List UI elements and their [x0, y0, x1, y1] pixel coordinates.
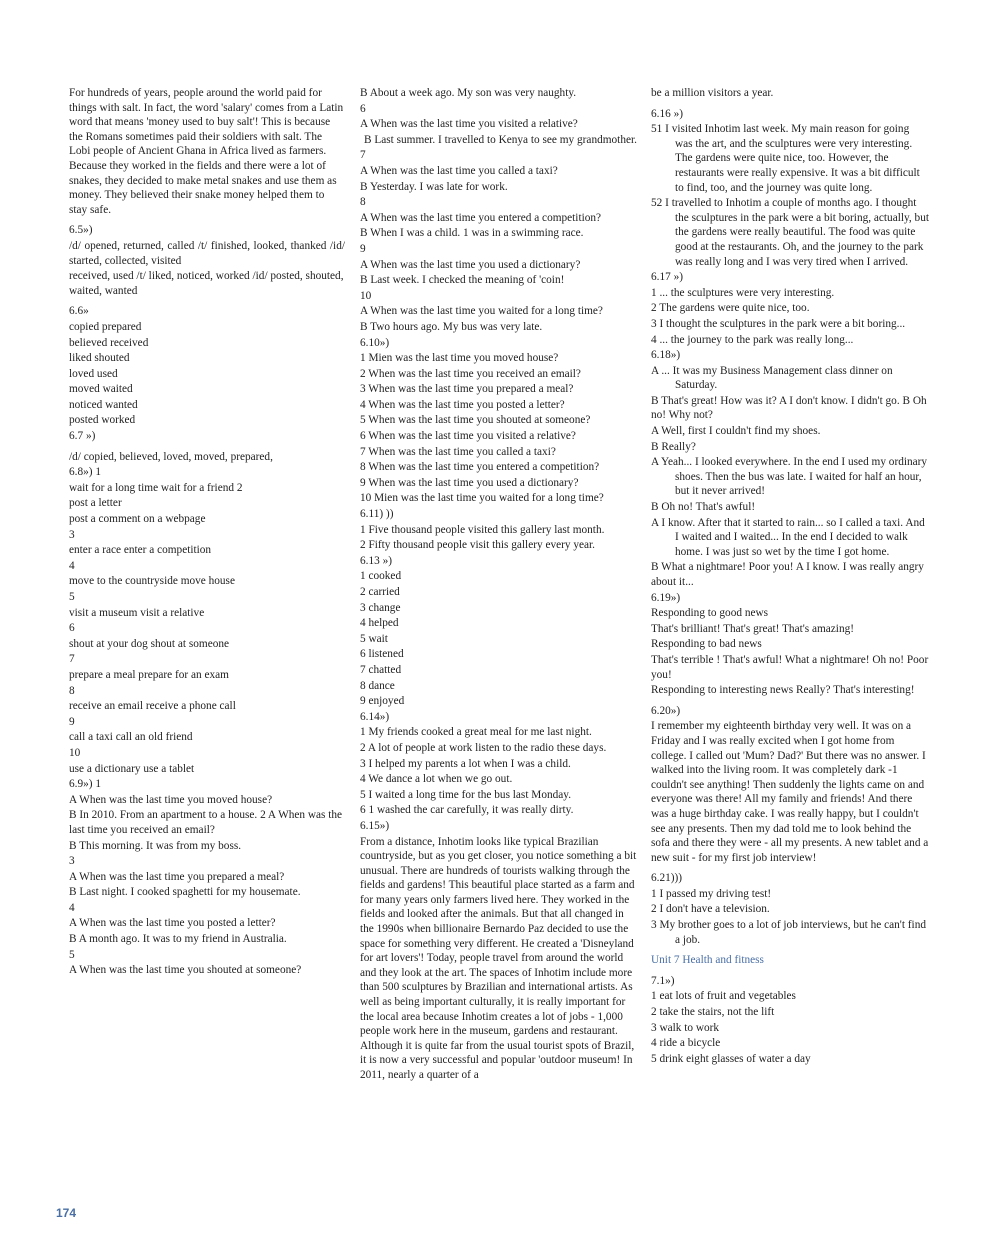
text-line: 6: [69, 622, 75, 635]
column-right: [651, 86, 929, 1067]
text-line: 4: [69, 559, 75, 572]
text-line: 10 Mien was the last time you waited for a long time?: [360, 492, 604, 505]
text-line: 6.17 »): [651, 271, 684, 284]
text-line: A When was the last time you moved house?: [69, 793, 273, 806]
text-line: B Last week. I checked the meaning of 'coin!: [360, 274, 565, 287]
text-line: use a dictionary use a tablet: [69, 762, 195, 775]
text-line: B A month ago. It was to my friend in Australia.: [69, 933, 287, 946]
text-line: 7: [69, 653, 75, 666]
text-line: 4 When was the last time you posted a letter?: [360, 398, 565, 411]
text-line: B Really?: [651, 440, 696, 453]
text-line: 3 My brother goes to a lot of job interviews, but he can't find a job.: [651, 919, 926, 946]
text-line: B Two hours ago. My bus was very late.: [360, 320, 543, 333]
text-line: 3 I thought the sculptures in the park were a bit boring...: [651, 317, 906, 330]
text-line: 5 drink eight glasses of water a day: [651, 1052, 811, 1065]
text-line: 6.21))): [651, 872, 683, 885]
text-line: B When I was a child. 1 was in a swimming race.: [360, 227, 584, 240]
text-line: noticed wanted: [69, 398, 138, 411]
text-line: 1 Mien was the last time you moved house?: [360, 352, 559, 365]
text-line: 6.13 »): [360, 554, 393, 567]
text-line: B Last night. I cooked spaghetti for my housemate.: [69, 886, 301, 899]
text-line: 10: [360, 289, 372, 302]
text-line: 1 Five thousand people visited this gallery last month.: [360, 523, 605, 536]
text-line: 6 1 washed the car carefully, it was really dirty.: [360, 804, 574, 817]
text-line: liked shouted: [69, 352, 130, 365]
text-line: Responding to good news: [651, 607, 769, 620]
text-line: A When was the last time you visited a relative?: [360, 118, 578, 131]
text-line: 6.11) )): [360, 508, 394, 521]
text-line: A When was the last time you posted a letter?: [69, 917, 276, 930]
text-line: 6.19»): [651, 591, 681, 604]
text-line: 7 When was the last time you called a taxi?: [360, 445, 556, 458]
text-line: A ... It was my Business Management class dinner on Saturday.: [651, 364, 893, 392]
text-line: 6.7 »): [69, 430, 96, 443]
text-line: 6 When was the last time you visited a relative?: [360, 430, 576, 443]
text-line: 9: [360, 242, 366, 255]
text-line: posted worked: [69, 414, 136, 427]
text-line: 6.8») 1: [69, 466, 102, 479]
text-line: /d/ copied, believed, loved, moved, prepared,: [69, 450, 273, 463]
text-line: be a million visitors a year.: [651, 87, 774, 99]
text-line: B Last summer. I travelled to Kenya to see my grandmother.: [364, 133, 637, 146]
text-line: moved waited: [69, 383, 133, 396]
text-line: 7: [360, 149, 366, 162]
text-line: 6.9») 1: [69, 778, 102, 791]
text-line: 1 cooked: [360, 570, 402, 583]
text-line: 6: [360, 102, 366, 115]
text-line: copied prepared: [69, 320, 142, 333]
text-line: B This morning. It was from my boss.: [69, 839, 242, 852]
text-line: call a taxi call an old friend: [69, 731, 193, 744]
text-line: believed received: [69, 336, 149, 349]
text-line: 6 listened: [360, 648, 404, 661]
text-line: 8: [360, 196, 366, 209]
text-line: 3: [69, 855, 75, 868]
text-line: 5: [69, 591, 75, 603]
text-line: B Yesterday. I was late for work.: [360, 180, 508, 193]
text-line: A Well, first I couldn't find my shoes.: [651, 425, 821, 438]
text-line: 4: [69, 901, 75, 914]
text-line: received, used /t/ liked, noticed, worked /id/ posted, shouted, waited, wanted: [69, 270, 344, 297]
text-line: Unit 7 Health and fitness: [651, 954, 764, 967]
text-line: A When was the last time you waited for a long time?: [360, 305, 603, 318]
text-line: 5: [69, 948, 75, 961]
text-line: 3 I helped my parents a lot when I was a child.: [360, 757, 571, 770]
text-line: 8 When was the last time you entered a competition?: [360, 461, 600, 474]
text-line: B About a week ago. My son was very naughty.: [360, 87, 577, 99]
text-line: 2 When was the last time you received an email?: [360, 367, 581, 380]
text-line: A Yeah... I looked everywhere. In the end I used my ordinary shoes. Then the bus was late. I waited for half an hour, but it never arrived!: [651, 456, 928, 498]
text-line: 8 dance: [360, 679, 395, 692]
text-line: visit a museum visit a relative: [69, 606, 205, 619]
text-line: 8: [69, 684, 75, 697]
text-line: loved used: [69, 367, 118, 380]
text-line: A When was the last time you used a dictionary?: [360, 258, 581, 271]
text-line: 4 We dance a lot when we go out.: [360, 773, 513, 786]
text-line: B What a nightmare! Poor you! A I know. I was really angry about it...: [651, 561, 924, 588]
text-line: 4 ride a bicycle: [651, 1037, 721, 1050]
column-middle: [360, 86, 640, 1084]
text-line: I remember my eighteenth birthday very well. It was on a Friday and I was really excited when I got home from college. I called out 'Mum? Dad?' But there was no answer. I walked into the living room. It was completely dark -1 couldn't see anything! Then suddenly the lights came on and everyone was there! All my family and friends! And there was a huge birthday cake. I was really happy, but I couldn't see any presents. Then my dad told me to look behind the sofa and there they were - all my presents. A new tablet and a new suit - for my first job interview!: [651, 720, 929, 864]
text-line: A When was the last time you entered a competition?: [360, 211, 602, 224]
text-line: A I know. After that it started to rain... so I called a taxi. And I waited and I waited... In the end I decided to walk home. I was just so wet by the time I got home.: [651, 516, 925, 558]
text-line: Responding to bad news: [651, 638, 762, 651]
text-line: prepare a meal prepare for an exam: [69, 668, 229, 681]
text-line: enter a race enter a competition: [69, 544, 212, 557]
text-line: 9 When was the last time you used a dictionary?: [360, 476, 579, 489]
text-line: 5 I waited a long time for the bus last Monday.: [360, 788, 572, 801]
text-line: 2 Fifty thousand people visit this gallery every year.: [360, 539, 595, 552]
text-line: 1 eat lots of fruit and vegetables: [651, 990, 796, 1003]
text-line: 9: [69, 715, 75, 728]
text-line: B That's great! How was it? A I don't know. I didn't go. B Oh no! Why not?: [651, 394, 927, 422]
text-line: 2 take the stairs, not the lift: [651, 1006, 775, 1019]
text-line: B In 2010. From an apartment to a house. 2 A When was the last time you received an email?: [69, 809, 343, 836]
text-line: /d/ opened, returned, called /t/ finished, looked, thanked /id/ started, collected, visited: [69, 239, 345, 267]
text-line: post a comment on a webpage: [69, 513, 206, 526]
text-line: receive an email receive a phone call: [69, 700, 236, 713]
text-line: 10: [69, 746, 81, 759]
text-line: move to the countryside move house: [69, 575, 235, 588]
text-line: 6.6»: [69, 305, 89, 318]
text-line: 5 wait: [360, 632, 388, 645]
text-line: 2 A lot of people at work listen to the radio these days.: [360, 741, 607, 754]
column-left: [69, 86, 345, 979]
text-line: Responding to interesting news Really? That's interesting!: [651, 684, 915, 697]
text-line: 6.14»): [360, 710, 390, 723]
text-line: 51 I visited Inhotim last week. My main reason for going was the art, and the sculptures were very interesting. The gardens were quite nice, too. However, the restaurants were really expensive. It was a bit difficult to find, too, and the journey was quite long.: [651, 123, 920, 194]
text-line: post a letter: [69, 497, 122, 510]
text-line: A When was the last time you prepared a meal?: [69, 870, 285, 883]
text-line: 7.1»): [651, 974, 675, 987]
text-line: 7 chatted: [360, 663, 402, 676]
text-line: 2 The gardens were quite nice, too.: [651, 302, 810, 315]
text-line: 3 walk to work: [651, 1021, 720, 1034]
text-line: A When was the last time you shouted at someone?: [69, 964, 302, 977]
text-line: wait for a long time wait for a friend 2: [69, 481, 243, 494]
text-line: 3 When was the last time you prepared a meal?: [360, 383, 574, 396]
text-line: 3: [69, 528, 75, 541]
text-line: 1 ... the sculptures were very interesting.: [651, 286, 835, 299]
text-line: That's terrible ! That's awful! What a nightmare! Oh no! Poor you!: [651, 653, 929, 681]
text-line: 2 I don't have a television.: [651, 903, 770, 916]
text-line: A When was the last time you called a taxi?: [360, 164, 558, 177]
text-line: shout at your dog shout at someone: [69, 637, 230, 650]
text-line: 6.16 »): [651, 107, 684, 120]
text-line: 4 helped: [360, 617, 399, 630]
text-line: 3 change: [360, 601, 401, 614]
text-line: For hundreds of years, people around the world paid for things with salt. In fact, the word 'salary' comes from a Latin word that means 'money used to buy salt'! This is because the Romans sometimes paid their soldiers with salt. The Lobi people of Ancient Ghana in Africa lived as farmers. Because they worked in the fields and there were a lot of snakes, they decided to make metal snakes and use them as money. They believed their snake money helped them to stay safe.: [69, 87, 344, 216]
text-line: 6.15»): [360, 819, 390, 832]
text-line: 5 When was the last time you shouted at someone?: [360, 414, 591, 427]
text-line: 6.20»): [651, 704, 681, 717]
text-line: 1 I passed my driving test!: [651, 887, 772, 900]
text-line: B Oh no! That's awful!: [651, 501, 756, 514]
text-line: 4 ... the journey to the park was really long...: [651, 333, 854, 346]
text-line: 2 carried: [360, 586, 400, 598]
text-line: 52 I travelled to Inhotim a couple of months ago. I thought the sculptures in the park were a bit boring, actually, but the gardens were really beautiful. The food was quite good at the restaurants. Oh, and the journey to the park was really long and I was very tired when I arrived.: [651, 197, 929, 268]
text-line: That's brilliant! That's great! That's amazing!: [651, 622, 855, 635]
text-line: 6.5»): [69, 224, 93, 237]
text-line: 6.10»): [360, 336, 390, 349]
text-line: 6.18»): [651, 349, 681, 362]
page-number: 174: [56, 1206, 77, 1220]
text-line: 1 My friends cooked a great meal for me last night.: [360, 726, 592, 739]
text-line: From a distance, Inhotim looks like typical Brazilian countryside, but as you get closer, you notice something a bit unusual. There are hundreds of tourists walking through the fields and gardens! This beautiful place started as a farm and for many years only farmers lived here. They worked in the fields and looked after the animals. But that all changed in the 1990s when billionaire Bernardo Paz decided to use the space for something very different. He created a 'Disneyland for art lovers'! Today, people travel from around the world and they look at the art. The spaces of Inhotim include more than 500 sculptures by Brazilian and international artists. As well as being important culturally, it is really important for the local area because Inhotim creates a lot of jobs - 1,000 people work here in the museum, gardens and restaurant. Although it is quite far from the usual tourist spots of Brazil, it is now a very successful and popular 'outdoor museum! In 2011, nearly a quarter of a: [360, 835, 637, 1081]
text-line: 9 enjoyed: [360, 695, 405, 708]
